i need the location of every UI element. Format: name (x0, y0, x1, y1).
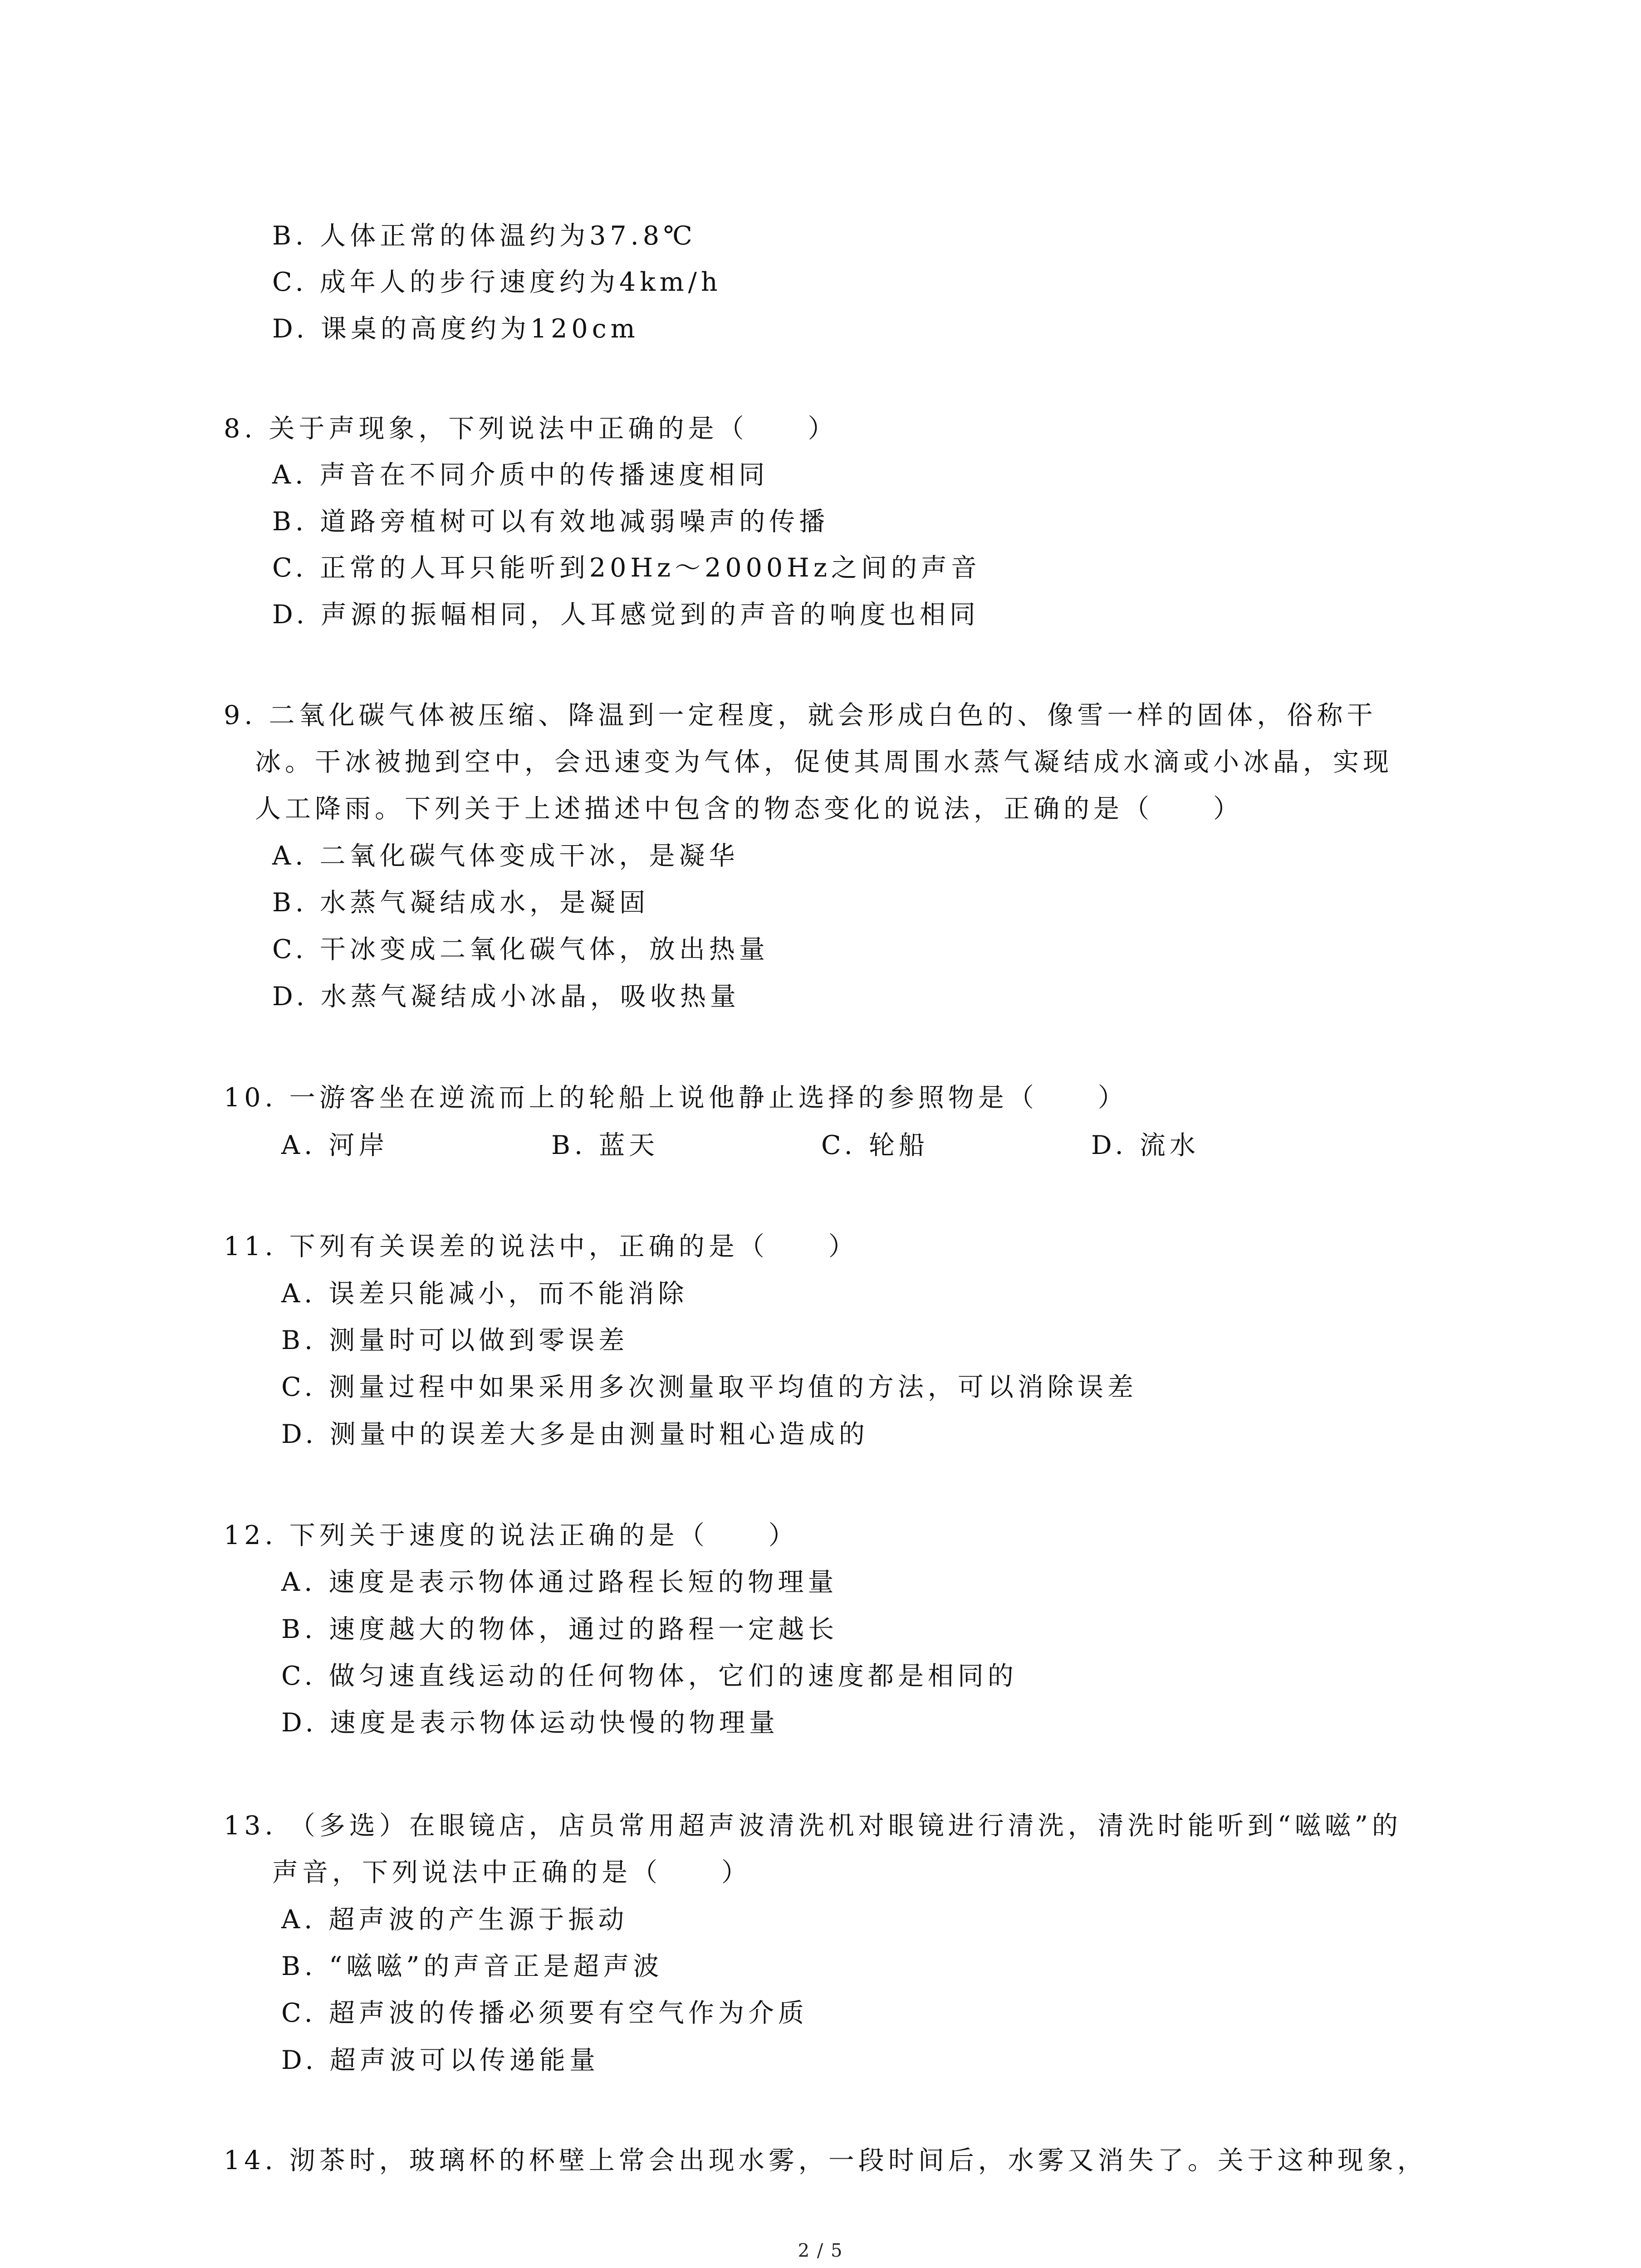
q13-option-b: B. “嗞嗞”的声音正是超声波 (281, 1951, 663, 1981)
q12-option-a: A. 速度是表示物体通过路程长短的物理量 (281, 1567, 838, 1597)
q9-option-c: C. 干冰变成二氧化碳气体，放出热量 (272, 934, 769, 964)
q11-option-d: D. 测量中的误差大多是由测量时粗心造成的 (281, 1419, 869, 1449)
q9-option-d: D. 水蒸气凝结成小冰晶，吸收热量 (272, 982, 740, 1012)
q11-option-a: A. 误差只能减小，而不能消除 (281, 1279, 688, 1309)
q8-option-a: A. 声音在不同介质中的传播速度相同 (272, 460, 769, 490)
q13-stem-line2: 声音，下列说法中正确的是（ ） (272, 1857, 751, 1887)
q8-option-c: C. 正常的人耳只能听到20Hz～2000Hz之间的声音 (272, 553, 981, 583)
q9-stem-line1: 9. 二氧化碳气体被压缩、降温到一定程度，就会形成白色的、像雪一样的固体，俗称干 (224, 700, 1377, 730)
q10-option-d: D. 流水 (1091, 1130, 1200, 1160)
q12-stem: 12. 下列关于速度的说法正确的是（ ） (224, 1520, 798, 1550)
q9-option-a: A. 二氧化碳气体变成干冰，是凝华 (272, 841, 739, 871)
q9-option-b: B. 水蒸气凝结成水，是凝固 (272, 888, 650, 918)
q7-option-b: B. 人体正常的体温约为37.8℃ (272, 221, 696, 251)
q7-option-c: C. 成年人的步行速度约为4km/h (272, 267, 722, 297)
q10-option-b: B. 蓝天 (551, 1130, 659, 1160)
q11-option-c: C. 测量过程中如果采用多次测量取平均值的方法，可以消除误差 (281, 1372, 1137, 1402)
q8-option-d: D. 声源的振幅相同，人耳感觉到的声音的响度也相同 (272, 600, 980, 630)
q12-option-c: C. 做匀速直线运动的任何物体，它们的速度都是相同的 (281, 1661, 1018, 1691)
q8-option-b: B. 道路旁植树可以有效地减弱噪声的传播 (272, 507, 829, 537)
q9-stem-line2: 冰。干冰被抛到空中，会迅速变为气体，促使其周围水蒸气凝结成水滴或小冰晶，实现 (255, 747, 1393, 777)
q13-option-c: C. 超声波的传播必须要有空气作为介质 (281, 1998, 808, 2028)
q11-option-b: B. 测量时可以做到零误差 (281, 1325, 629, 1355)
q11-stem: 11. 下列有关误差的说法中，正确的是（ ） (224, 1232, 858, 1261)
q10-option-a: A. 河岸 (281, 1130, 389, 1160)
q12-option-b: B. 速度越大的物体，通过的路程一定越长 (281, 1614, 838, 1644)
q8-stem: 8. 关于声现象，下列说法中正确的是（ ） (224, 414, 838, 444)
q7-option-d: D. 课桌的高度约为120cm (272, 314, 639, 344)
q13-option-a: A. 超声波的产生源于振动 (281, 1905, 628, 1935)
q9-stem-line3: 人工降雨。下列关于上述描述中包含的物态变化的说法，正确的是（ ） (255, 794, 1243, 824)
q13-stem-line1: 13. （多选）在眼镜店，店员常用超声波清洗机对眼镜进行清洗，清洗时能听到“嗞嗞”的 (224, 1811, 1402, 1841)
page-number: 2 / 5 (798, 2240, 843, 2261)
q12-option-d: D. 速度是表示物体运动快慢的物理量 (281, 1708, 779, 1738)
q10-stem: 10. 一游客坐在逆流而上的轮船上说他静止选择的参照物是（ ） (224, 1083, 1128, 1113)
q10-option-c: C. 轮船 (821, 1130, 929, 1160)
q13-option-d: D. 超声波可以传递能量 (281, 2045, 599, 2075)
q14-stem-line1: 14. 沏茶时，玻璃杯的杯壁上常会出现水雾，一段时间后，水雾又消失了。关于这种现象， (224, 2146, 1427, 2175)
